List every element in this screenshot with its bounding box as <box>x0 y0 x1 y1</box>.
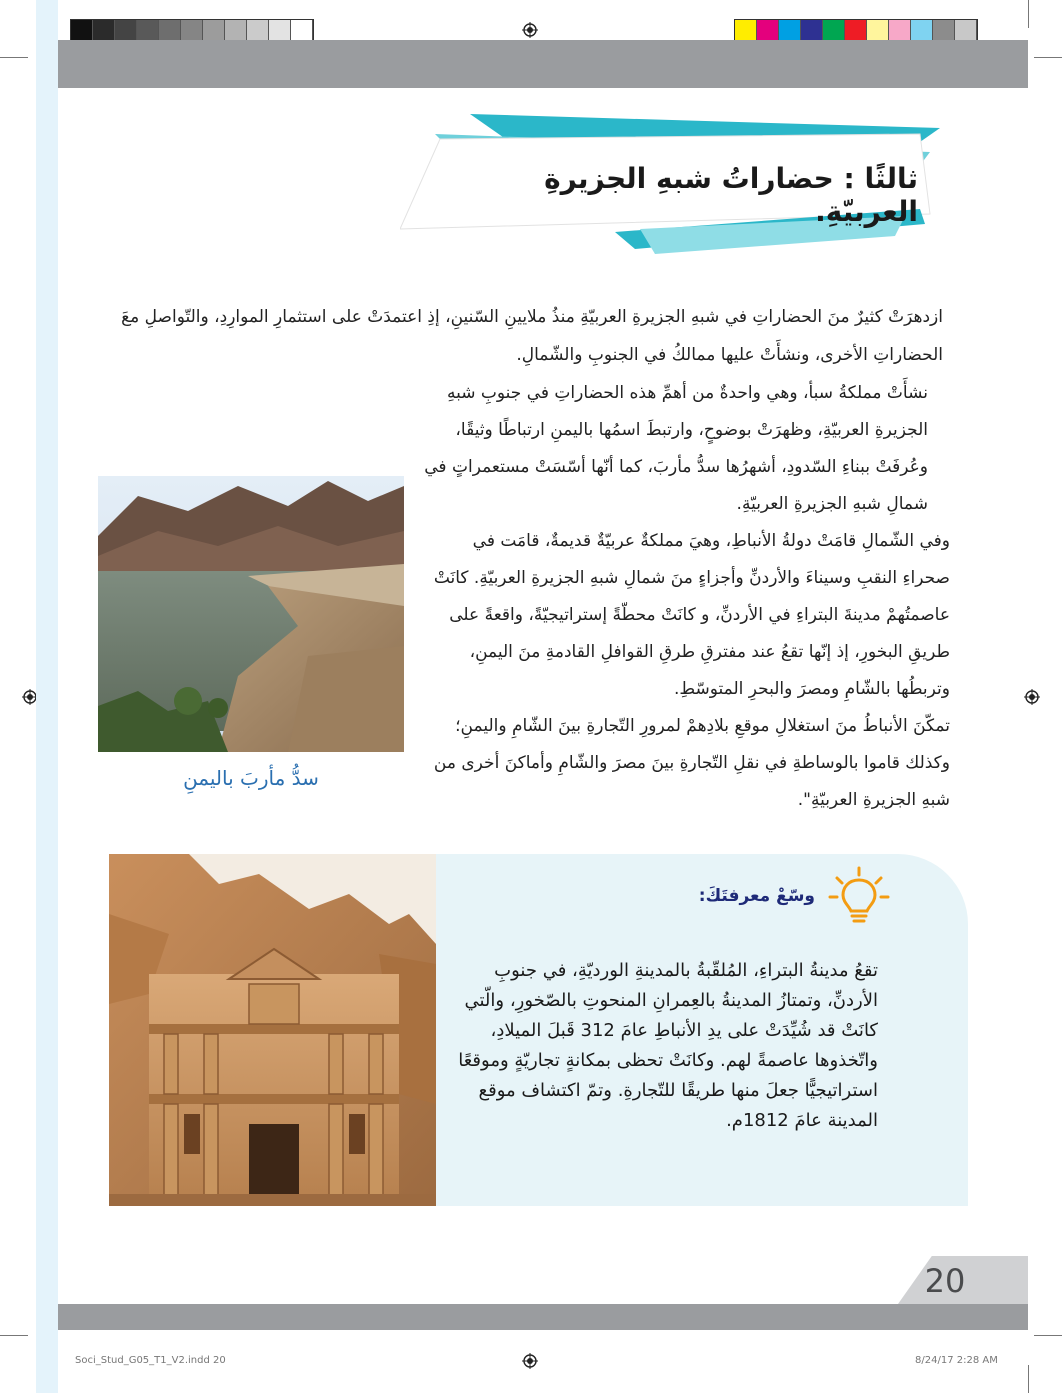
crop-mark <box>1028 1365 1029 1393</box>
crop-mark <box>1034 1335 1062 1336</box>
trade-paragraph: تمكّنَ الأنباطُ منَ استغلالِ موقعِ بلادِهمْ لمرورِ التّجارةِ بينَ الشّامِ واليمنِ؛ وكذلك قاموا بالوساطةِ في نقلِ التّجارةِ بينَ مصرَ والشّامِ وأماكنَ أخرى من شبهِ الجزيرةِ العربيّةِ". <box>433 716 950 810</box>
file-slug: Soci_Stud_G05_T1_V2.indd 20 <box>75 1355 226 1366</box>
knowledge-title: وسّعْ معرفتَكَ: <box>698 886 815 906</box>
marib-dam-photo <box>98 476 404 752</box>
main-text-column <box>420 375 950 819</box>
section-title: ثالثًا : حضاراتُ شبهِ الجزيرةِ العربيّةِ. <box>544 162 918 228</box>
registration-mark-icon <box>522 1353 538 1369</box>
page-side-strip <box>36 0 58 1393</box>
saba-paragraph: نشأَتْ مملكةُ سبأ، وهي واحدةٌ من أهمِّ هذه الحضاراتِ في جنوبِ شبهِ الجزيرةِ العربيّةِ، وظهرَتْ بوضوحٍ، وارتبطَ اسمُها باليمنِ ارتباطًا وثيقًا، وعُرفَتْ ببناءِ السّدودِ، أشهرُها سدُّ مأربَ، كما أنّها أسّسَتْ مستعمراتٍ في شمالِ شبهِ الجزيرةِ العربيّةِ. <box>424 383 928 514</box>
knowledge-paragraph: تقعُ مدينةُ البتراءِ، المُلقّبةُ بالمدينةِ الورديّةِ، في جنوبِ الأردنِّ، وتمتازُ المدينةُ بالعِمرانِ المنحوتِ بالصّخورِ، والّتي كانَتْ قد شُيِّدَتْ على يدِ الأنباطِ عامَ 312 قَبلَ الميلادِ، واتّخذوها عاصمةً لهم. وكانَتْ تحظى بمكانةٍ تجاريّةٍ وموقعًا استراتيجيًّا جعلَ منها طريقًا للتّجارةِ. وتمّ اكتشاف موقع المدينة عامَ 1812م. <box>458 960 878 1131</box>
page-header-bar <box>58 40 1028 88</box>
dam-photo-caption: سدُّ مأربَ باليمنِ <box>183 766 319 790</box>
crop-mark <box>0 57 28 58</box>
page-number: 20 <box>924 1262 966 1300</box>
registration-mark-icon <box>1024 689 1040 705</box>
lightbulb-icon <box>828 866 890 928</box>
crop-mark <box>1034 57 1062 58</box>
date-slug: 8/24/17 2:28 AM <box>915 1355 998 1366</box>
page-footer-bar <box>58 1304 1028 1330</box>
petra-monastery-photo <box>109 854 436 1206</box>
registration-mark-icon <box>522 22 538 38</box>
crop-mark <box>1028 0 1029 28</box>
nabataeans-paragraph: وفي الشّمالِ قامَتْ دولةُ الأنباطِ، وهيَ مملكةٌ عربيّةٌ قديمةٌ، قامَت في صحراءِ النقبِ وسيناءَ والأردنِّ وأجزاءٍ منَ شمالِ شبهِ الجزيرةِ العربيّةِ. كانَتْ عاصمتُهمْ مدينةَ البتراءِ في الأردنِّ، و كانَتْ محطّةً إستراتيجيّةً، واقعةً على طريقِ البخورِ، إذ إنّها تقعُ عند مفترقِ طرقِ القوافلِ القادمةِ منَ اليمنِ، وتربطُها بالشّامِ ومصرَ والبحرِ المتوسّطِ. <box>433 531 950 699</box>
intro-paragraph: ازدهرَتْ كثيرٌ منَ الحضاراتِ في شبهِ الجزيرةِ العربيّةِ منذُ ملايينِ السّنينِ، إذِ اعتمدَتْ على استثمارِ الموارِدِ، والتّواصلِ معَ الحضاراتِ الأخرى، ونشأَتْ عليها ممالكُ في الجنوبِ والشّمالِ. <box>121 307 943 365</box>
crop-mark <box>0 1335 28 1336</box>
